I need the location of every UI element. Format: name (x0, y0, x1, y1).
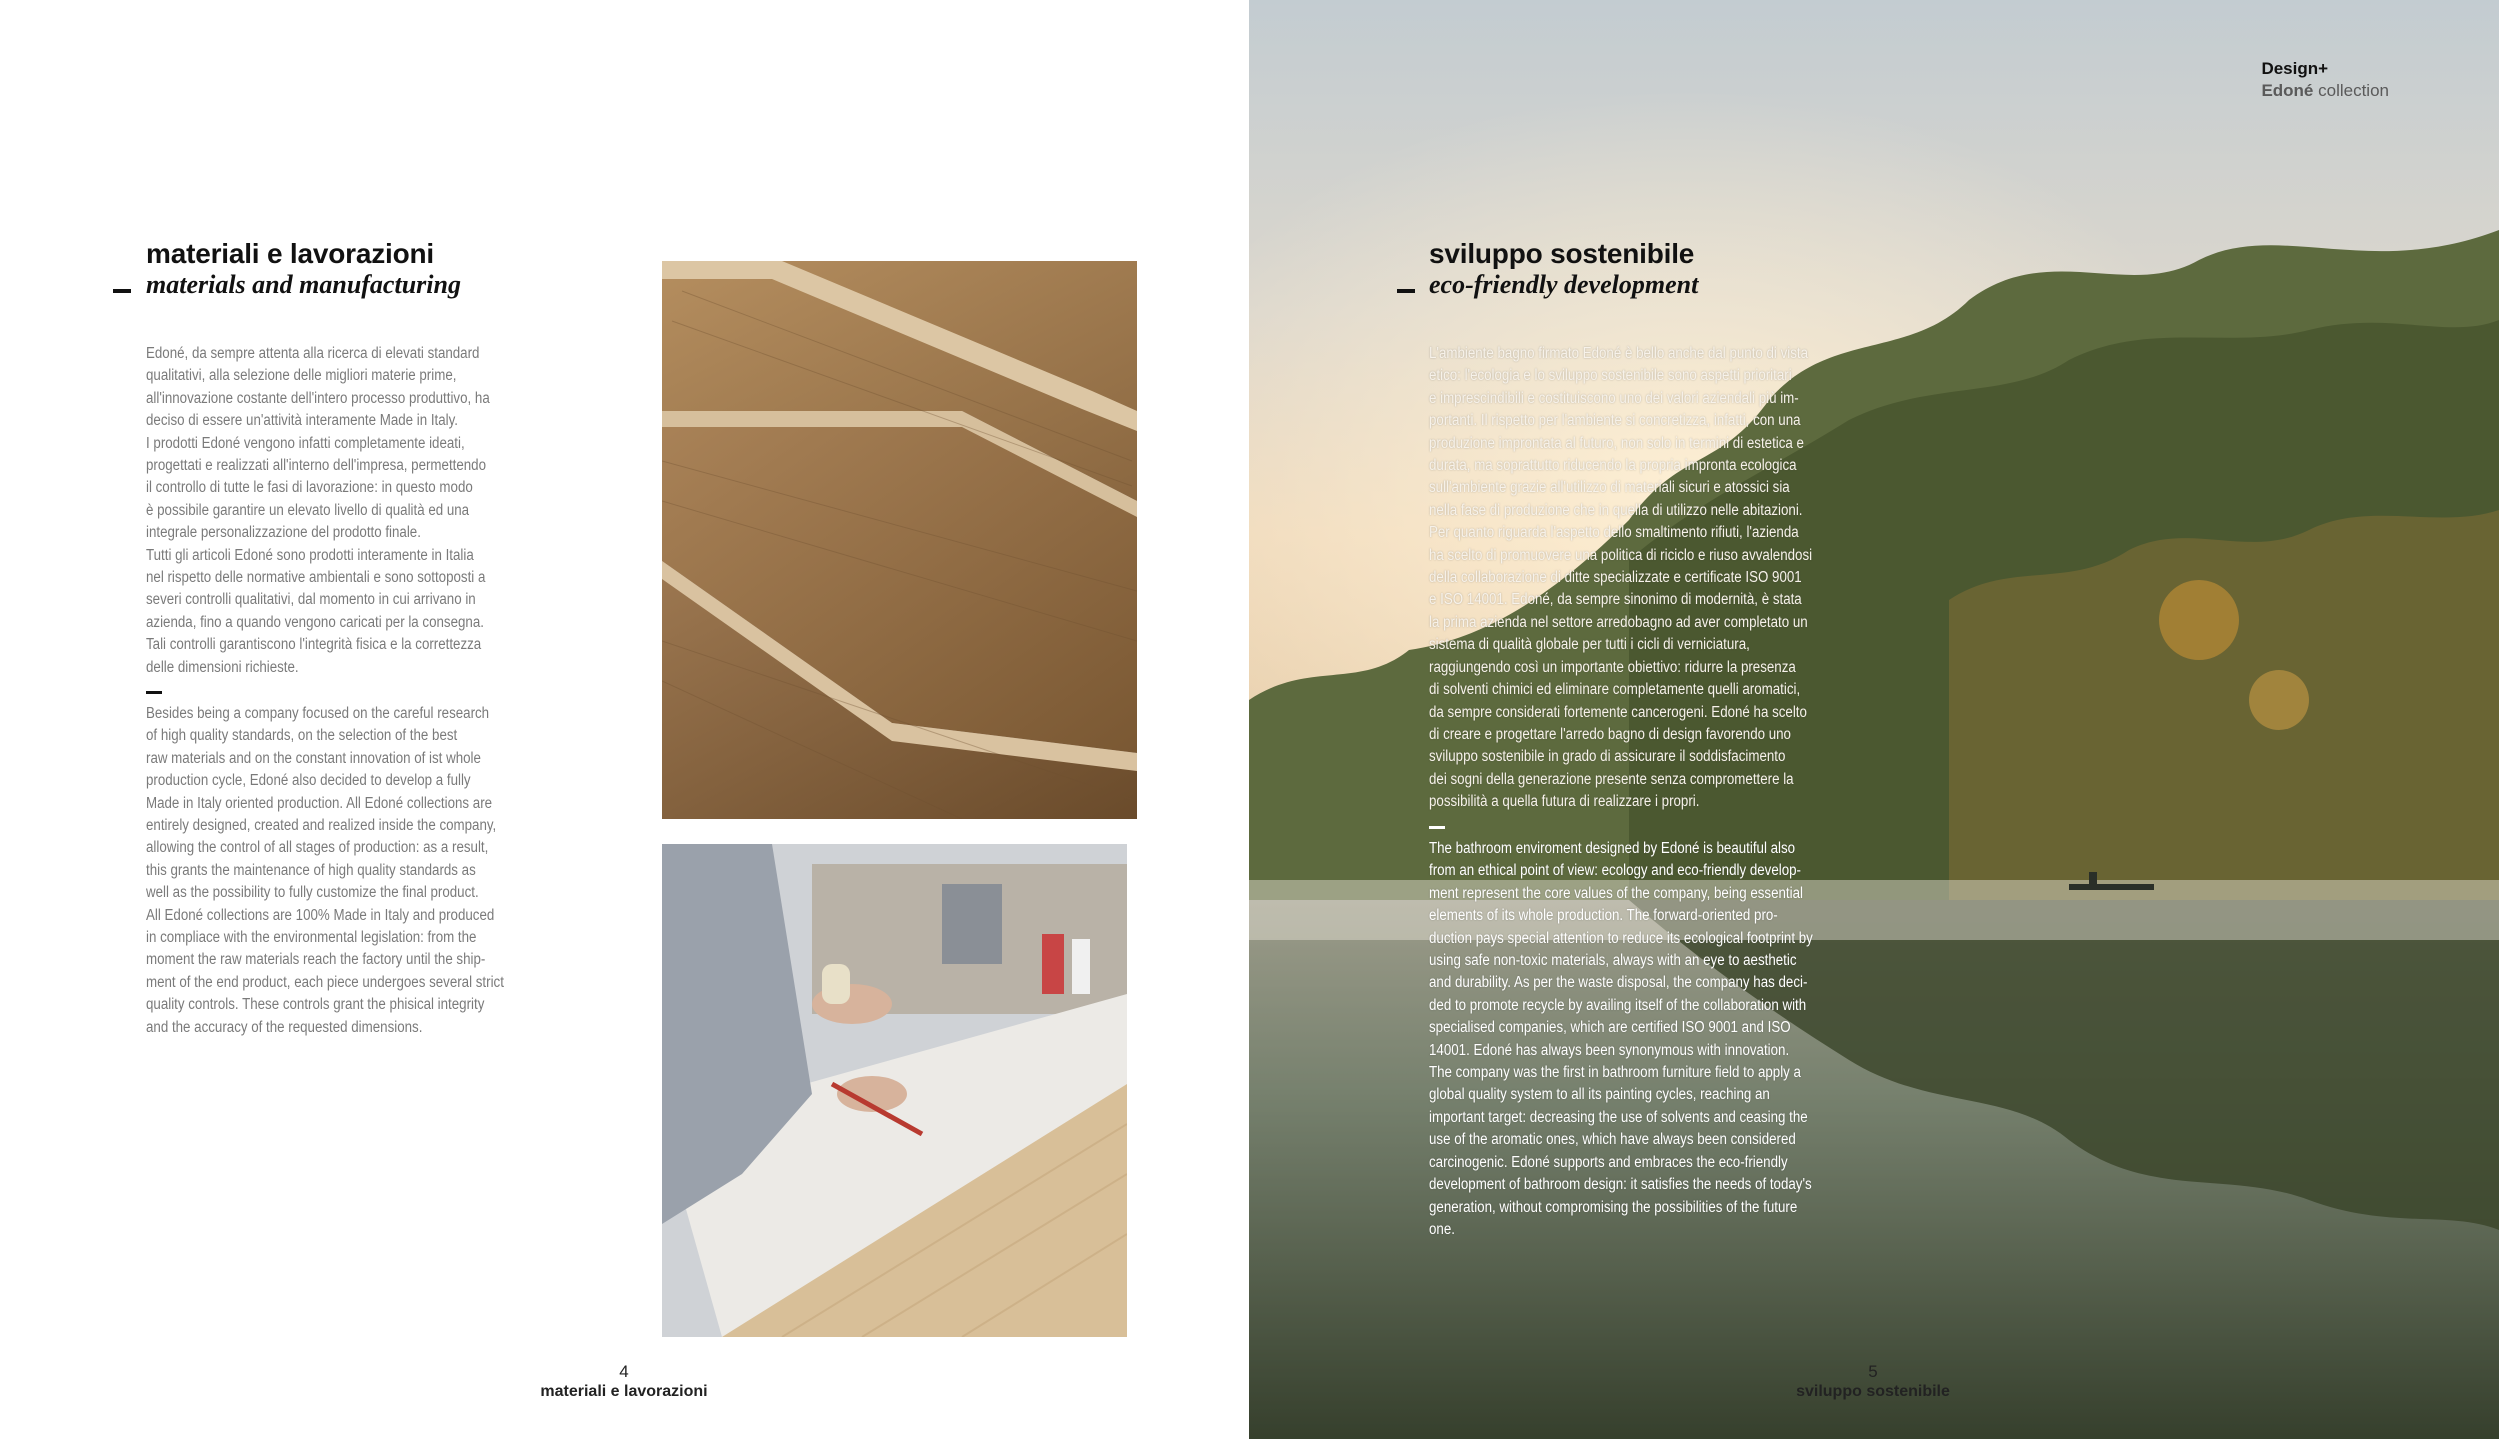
wood-panels-photo (662, 261, 1137, 819)
page-label: sviluppo sostenibile (1796, 1383, 1950, 1400)
brand-header (2261, 58, 2389, 102)
right-page (1249, 0, 2499, 1439)
page-number: 5 (1868, 1362, 1878, 1381)
title-dash (1397, 289, 1415, 293)
section-title: sviluppo sostenibile (1429, 238, 1695, 269)
brand-line2 (2261, 80, 2389, 102)
body-text-italian: L'ambiente bagno firmato Edoné è bello anche dal punto di vista etico: l'ecologia e lo sviluppo sostenibile sono aspetti prioritari e imprescindibili e costituiscono uno dei valori aziendali più im- portanti. Il rispetto per l'ambiente si concretizza, infatti, con una produzione improntata al futuro, non solo in termini di estetica e durata, ma soprattutto riducendo la propria impronta ecologica sull'ambiente grazie all'utilizzo di materiali sicuri e atossici sia nella fase di produzione che in quella di utilizzo nelle abitazioni. Per quanto riguarda l'aspetto dello smaltimento rifiuti, l'azienda ha scelto di promuovere una politica di riciclo e riuso avvalendosi della collaborazione di ditte specializzate e certificate ISO 9001 e ISO 14001. Edoné, da sempre sinonimo di modernità, è stata la prima azienda nel settore arredobagno ad aver completato un sistema di qualità globale per tutti i cicli di verniciatura, raggiungendo così un importante obiettivo: ridurre la presenza di solventi chimici ed eliminare completamente quelli aromatici, da sempre considerati fortemente cancerogeni. Edoné ha scelto di creare e progettare l'arredo bagno di design favorendo uno sviluppo sostenibile in grado di assicurare il soddisfacimento dei sogni della generazione presente senza compromettere la possibilità a quella futura di realizzare i propri. (1429, 345, 1813, 811)
body-text-italian: Edoné, da sempre attenta alla ricerca di elevati standard qualitativi, alla selezione delle migliori materie prime, all'innovazione costante dell'intero processo produttivo, ha deciso di essere un'attività interamente Made in Italy. I prodotti Edoné vengono infatti completamente ideati, progettati e realizzati all'interno dell'impresa, permettendo il controllo di tutte le fasi di lavorazione: in questo modo è possibile garantire un elevato livello di qualità ed una integrale personalizzazione del prodotto finale. Tutti gli articoli Edoné sono prodotti interamente in Italia nel rispetto delle normative ambientali e sono sottoposti a severi controlli qualitativi, dal momento in cui arrivano in azienda, fino a quando vengono caricati per la consegna. Tali controlli garantiscono l'integrità fisica e la correttezza delle dimensioni richieste. (146, 345, 490, 676)
brand-name: Edoné (2261, 81, 2314, 100)
section-title: materiali e lavorazioni (146, 238, 434, 269)
title-dash (113, 289, 131, 293)
body-text-english: The bathroom enviroment designed by Edoné is beautiful also from an ethical point of view: ecology and eco-friendly develop- ment represent the core values of the company, being essential elements of its whole production. The forward-oriented pro- duction pays special attention to reduce its ecological footprint by using safe non-toxic materials, always with an eye to aesthetic and durability. As per the waste disposal, the company has deci- ded to promote recycle by availing itself of the collaboration with specialised companies, which are certified ISO 9001 and ISO 14001. Edoné has always been synonymous with innovation. The company was the first in bathroom furniture field to apply a global quality system to all its painting cycles, reaching an important target: decreasing the use of solvents and ceasing the use of the aromatic ones, which have always been considered carcinogenic. Edoné supports and embraces the eco-friendly development of bathroom design: it satisfies the needs of today's generation, without compromising the possibilities of the future one. (1429, 840, 1813, 1238)
section-subtitle: materials and manufacturing (146, 270, 461, 299)
brand-line1: Design+ (2261, 59, 2329, 78)
section-subtitle: eco-friendly development (1429, 270, 1699, 299)
left-page (0, 0, 1249, 1439)
page-label: materiali e lavorazioni (540, 1383, 708, 1400)
brand-suffix: collection (2318, 81, 2389, 100)
body-text-english: Besides being a company focused on the careful research of high quality standards, on the selection of the best raw materials and on the constant innovation of ist whole production cycle, Edoné also decided to develop a fully Made in Italy oriented production. All Edoné collections are entirely designed, created and realized inside the company, allowing the control of all stages of production: as a result, this grants the maintenance of high quality standards as well as the possibility to fully customize the final product. All Edoné collections are 100% Made in Italy and produced in compliace with the environmental legislation: from the moment the raw materials reach the factory until the ship- ment of the end product, each piece undergoes several strict quality controls. These controls grant the phisical integrity and the accuracy of the requested dimensions. (146, 705, 504, 1036)
wood-panels-illustration (662, 261, 1137, 819)
page-number: 4 (619, 1362, 629, 1381)
language-separator (1429, 826, 1445, 829)
workshop-photo (662, 844, 1127, 1337)
workshop-illustration (662, 844, 1127, 1337)
language-separator (146, 691, 162, 694)
